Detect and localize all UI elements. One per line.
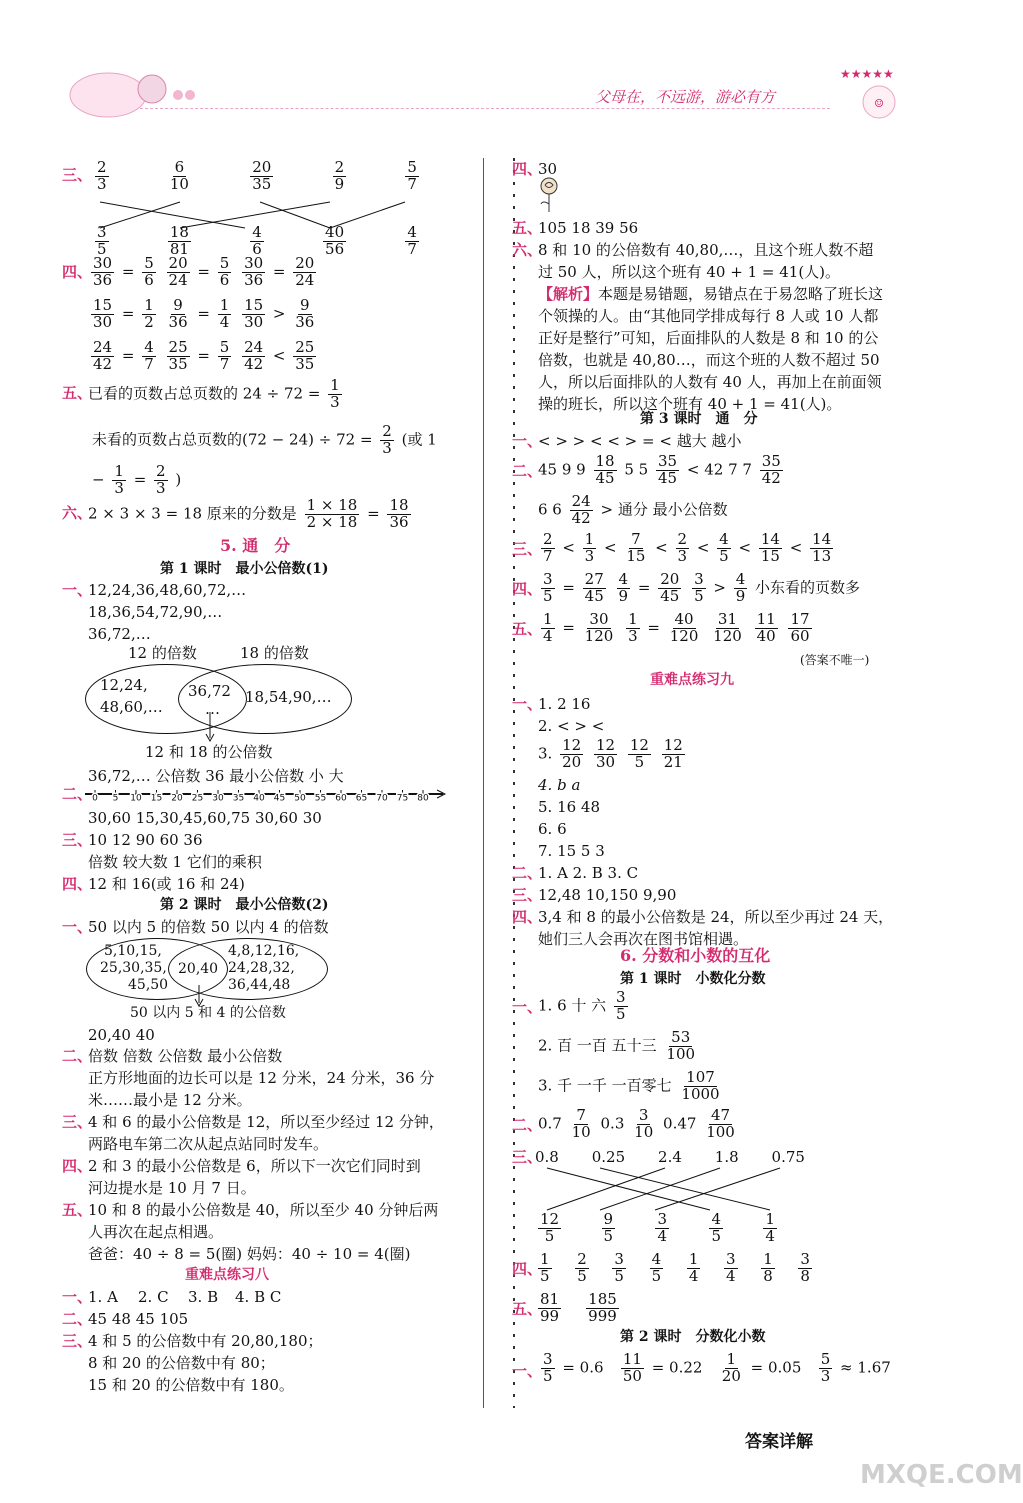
answer-text: 45 48 45 105: [88, 1310, 189, 1328]
question-number: 二、: [512, 1116, 543, 1134]
fraction: 4 6: [252, 223, 262, 258]
venn-label: 12 和 18 的公倍数: [145, 743, 273, 761]
answer-text: 米……最小是 12 分米。: [88, 1091, 252, 1109]
number-line-label: 55: [314, 793, 327, 804]
fraction: $\frac{185}{999}$: [588, 1290, 617, 1325]
lesson-title: 第 1 课时 最小公倍数(1): [160, 561, 329, 577]
match-top-row: [92, 160, 422, 193]
answer-text: 3,4 和 8 的最小公倍数是 24，所以至少再过 24 天，: [538, 908, 894, 926]
answer-text: 8 和 20 的公倍数中有 80；: [88, 1354, 275, 1372]
answer-text: 0.47: [663, 1114, 697, 1133]
fraction: $\frac{9}{36}$: [168, 296, 188, 331]
answer-text: 4 和 5 的公倍数中有 20,80,180；: [88, 1332, 323, 1350]
answer-text: 12,24,36,48,60,72,…: [88, 581, 247, 599]
question-number: 一、: [512, 432, 543, 450]
fraction: $\frac{2}{3}$: [677, 530, 688, 565]
question-number: 四、: [62, 263, 93, 281]
fraction: $\frac{27}{45}$: [584, 570, 604, 605]
arrow-down-icon: [204, 712, 216, 742]
question-number: 三、: [512, 1148, 543, 1166]
match-bottom-row: [92, 225, 422, 258]
answer-text: 36,72,… 公倍数 36 最小公倍数 小 大: [88, 767, 344, 785]
answer-text: 10 12 90 60 36: [88, 831, 203, 849]
answer-text: 正好是整行”可知，后面排队的人数是 8 和 10 的公: [538, 329, 879, 347]
number-line-label: 5: [112, 793, 119, 804]
fraction: 18 81: [169, 223, 189, 258]
question-number: 四、: [512, 580, 543, 598]
star-decoration-icon: ★★★★★: [840, 67, 894, 81]
fraction: $\frac{18}{36}$: [389, 496, 409, 531]
fraction: $\frac{15}{30}$: [244, 296, 264, 331]
question-number: 五、: [512, 1300, 543, 1318]
answer-text: 倍数，也就是 40,80…，而这个班的人数不超过 50: [538, 351, 880, 369]
venn-text: 48,60,…: [100, 698, 163, 716]
answer-text: 正方形地面的边长可以是 12 分米，24 分米，36 分: [88, 1069, 435, 1087]
fraction: $\frac{12}{30}$: [595, 736, 616, 771]
lesson-title: 第 2 课时 分数化小数: [620, 1329, 766, 1345]
answer-text: ): [175, 470, 182, 489]
answer-text: = 0.22: [651, 1358, 703, 1377]
answer-text: 人再次在起点相遇。: [88, 1223, 224, 1241]
answer-text: 爸爸：40 ÷ 8 = 5(圈) 妈妈：40 ÷ 10 = 4(圈): [88, 1245, 411, 1263]
question-number: 四、: [62, 875, 93, 893]
question-number: 四、: [512, 160, 543, 178]
number-line-label: 10: [130, 793, 142, 804]
fraction: $\frac{24}{42}$: [93, 338, 113, 373]
fraction: $\frac{31}{120}$: [713, 610, 742, 645]
answer-line: $\frac{1}{4}$ = $\frac{30}{120}$ $\frac{1}{3}$ = $\frac{40}{120}$ $\frac{31}{120}$ $\frac{11}{40}$ $\frac{17}{60}$: [543, 610, 810, 645]
question-number: 四、: [62, 1157, 93, 1175]
fraction: $\frac{1}{4}$: [219, 296, 230, 331]
answer-line: [88, 378, 345, 411]
answer-line: [538, 1030, 700, 1063]
answer-text: 4. b a: [538, 776, 581, 794]
question-number: 二、: [512, 864, 543, 882]
answer-text: (或 1: [401, 430, 437, 449]
fraction: $\frac{4}{5}$: [719, 530, 729, 565]
arrow-down-icon: [193, 985, 205, 1007]
fraction: 1 5: [540, 1250, 550, 1285]
fraction: $\frac{12}{5}$: [629, 736, 649, 771]
answer-line: [538, 1352, 891, 1385]
lesson-title: 第 1 课时 小数化分数: [620, 971, 766, 987]
fraction: $\frac{12}{20}$: [562, 736, 582, 771]
answer-line: [88, 498, 414, 531]
fraction: $\frac{15}{30}$: [93, 296, 113, 331]
compare-row: $\frac{30}{36}$ = $\frac{5}{6}$ $\frac{20}{24}$ = $\frac{5}{6}$ $\frac{30}{36}$ = $\frac{20}{24}$: [93, 254, 315, 289]
question-number: 一、: [62, 918, 93, 936]
number-line-label: 45: [273, 793, 286, 804]
analysis-tag: 【解析】: [538, 285, 599, 303]
fraction: $\frac{30}{36}$: [93, 254, 113, 289]
note-text: (答案不唯一): [800, 653, 870, 667]
question-number: 一、: [512, 998, 543, 1016]
fraction: $\frac{3}{5}$: [615, 988, 626, 1023]
answer-line: [535, 1292, 622, 1325]
number-line-label: 70: [376, 793, 388, 804]
fraction: $\frac{18}{45}$: [595, 452, 615, 487]
number-line-label: 75: [396, 793, 409, 804]
fraction: $\frac{9}{36}$: [295, 296, 315, 331]
answer-text: =: [133, 470, 147, 489]
header-slogan: 父母在，不远游，游必有方: [595, 88, 776, 106]
fraction: $\frac{30}{120}$: [584, 610, 614, 645]
fraction: 4 5: [651, 1250, 662, 1285]
venn-text: 12,24,: [100, 676, 148, 694]
answer-text: 操的班长，所以这个班有 40 + 1 = 41(人)。: [538, 395, 842, 413]
answer-text: 18,36,54,72,90,…: [88, 603, 223, 621]
fraction: $\frac{5}{6}$: [144, 254, 154, 289]
answer-text: 她们三人会再次在图书馆相遇。: [538, 930, 749, 948]
unit-title: 6. 分数和小数的互化: [620, 946, 771, 965]
question-number: 六、: [62, 504, 93, 522]
answer-text: < 42 7 7: [686, 460, 752, 479]
question-number: 一、: [512, 695, 543, 713]
answer-text: −: [92, 470, 105, 489]
answer-text: 1. 2 16: [538, 695, 591, 713]
fraction: $\frac{12}{21}$: [663, 736, 683, 771]
question-number: 四、: [512, 908, 543, 926]
header-divider: [140, 108, 830, 109]
venn-text: 36,44,48: [228, 977, 291, 993]
fraction: $\frac{3}{10}$: [634, 1106, 654, 1141]
question-number: 一、: [512, 1362, 543, 1380]
fraction: $\frac{81}{99}$: [540, 1290, 560, 1325]
answer-text: < > > < < > = < 越大 越小: [538, 432, 742, 450]
column-divider: [483, 158, 484, 1408]
answer-text: 30,60 15,30,45,60,75 30,60 30: [88, 809, 322, 827]
fraction: $\frac{11}{40}$: [756, 610, 776, 645]
answer-text: 4 和 6 的最小公倍数是 12，所以至少经过 12 分钟，: [88, 1113, 444, 1131]
svg-text:☺: ☺: [874, 97, 884, 110]
venn-text: 5,10,15,: [104, 943, 162, 959]
compare-row: $\frac{15}{30}$ = $\frac{1}{2}$ $\frac{9}{36}$ = $\frac{1}{4}$ $\frac{15}{30}$ > $\frac{9}{36}$: [93, 296, 315, 331]
question-number: 五、: [62, 384, 93, 402]
answer-text: 2 和 3 的最小公倍数是 6，所以下一次它们同时到: [88, 1157, 421, 1175]
answer-text: 0.3: [600, 1114, 625, 1133]
fraction: $\frac{24}{42}$: [571, 492, 591, 527]
fraction: 2 5: [577, 1250, 587, 1285]
cartoon-logo-icon: [60, 65, 200, 120]
divider-dots-icon: [510, 158, 518, 1408]
venn-text: …: [205, 700, 220, 718]
number-line-label: 0: [92, 793, 98, 804]
fraction: $\frac{14}{15}$: [760, 530, 780, 565]
fraction: 9 5: [603, 1210, 614, 1245]
fraction: $\frac{25}{35}$: [168, 338, 188, 373]
fraction: 3 5: [97, 223, 107, 258]
venn-label: 12 的倍数: [128, 644, 197, 662]
question-number: 五、: [512, 620, 543, 638]
question-number: 五、: [512, 219, 543, 237]
answer-text: ≈ 1.67: [840, 1358, 891, 1377]
fraction: $\frac{4}{9}$: [735, 570, 746, 605]
fraction: $\frac{3}{5}$: [543, 1350, 553, 1385]
fraction: $\frac{2}{3}$: [382, 422, 392, 457]
fraction: $\frac{5}{7}$: [219, 338, 230, 373]
number-line-label: 50: [294, 793, 306, 804]
number-line-label: 80: [417, 793, 429, 804]
fraction: $\frac{4}{9}$: [618, 570, 629, 605]
match-value: 0.25: [591, 1148, 626, 1166]
answer-text: 人，所以后面排队的人数有 40 人，再加上在前面领: [538, 373, 882, 391]
match-bottom-row: [535, 1212, 780, 1245]
match-top-row: [535, 1150, 805, 1165]
fraction: 4 7: [407, 223, 417, 258]
analysis-line: [538, 287, 883, 302]
section-title: 重难点练习九: [650, 672, 734, 688]
fraction: $\frac{5}{6}$: [219, 254, 230, 289]
venn-text: 18,54,90,…: [245, 688, 332, 706]
answer-text: 倍数 较大数 1 它们的乘积: [88, 853, 262, 871]
question-number: 三、: [62, 1113, 93, 1131]
answer-line: [538, 990, 631, 1023]
number-line-label: 30: [212, 793, 224, 804]
venn-text: 20,40: [178, 961, 219, 977]
answer-line: [538, 494, 728, 527]
fraction: $\frac{35}{45}$: [658, 452, 678, 487]
question-number: 三、: [512, 540, 543, 558]
fraction: 12 5: [540, 1210, 560, 1245]
fraction: 20 35: [252, 158, 272, 193]
answer-line: [92, 424, 437, 457]
fraction: 3 4: [657, 1210, 668, 1245]
answer-text: 7. 15 5 3: [538, 842, 605, 860]
fraction: $\frac{20}{24}$: [168, 254, 188, 289]
answer-text: 1. 6 十 六: [538, 996, 607, 1015]
fraction: 6 10: [169, 158, 189, 193]
flower-icon: [537, 176, 561, 214]
answer-text: 2 × 3 × 3 = 18 原来的分数是: [88, 504, 297, 523]
answer-text: 3. 千 一千 一百零七: [538, 1076, 672, 1095]
fraction: $\frac{1}{3}$: [584, 530, 595, 565]
venn-text: 24,28,32,: [228, 960, 295, 976]
answer-text: 20,40 40: [88, 1026, 155, 1044]
number-line-label: 60: [335, 793, 347, 804]
question-number: 二、: [512, 462, 543, 480]
section-title: 重难点练习八: [185, 1267, 269, 1283]
fraction: $\frac{11}{50}$: [622, 1350, 642, 1385]
answer-text: 36,72,…: [88, 625, 151, 643]
lesson-title: 第 3 课时 通 分: [640, 411, 758, 427]
answer-text: 河边提水是 10 月 7 日。: [88, 1179, 256, 1197]
number-line: [85, 784, 450, 810]
question-number: 三、: [62, 831, 93, 849]
question-number: 一、: [62, 1288, 93, 1306]
fraction: $\frac{4}{7}$: [144, 338, 154, 373]
fraction: 3 5: [614, 1250, 624, 1285]
answer-text: 15 和 20 的公倍数中有 180。: [88, 1376, 294, 1394]
header-decoration: [60, 65, 200, 120]
answer-text: 两路电车第二次从起点站同时发车。: [88, 1135, 329, 1153]
question-number: 二、: [62, 785, 93, 803]
fraction: 1 4: [765, 1210, 775, 1245]
answer-text: 30: [538, 160, 558, 178]
answer-text: 4. B C: [235, 1288, 282, 1306]
fraction: 4 5: [711, 1210, 721, 1245]
fraction: $\frac{1}{2}$: [144, 296, 154, 331]
fraction: $\frac{2}{3}$: [156, 462, 166, 497]
answer-text: 3. B: [188, 1288, 219, 1306]
answer-text: 本题是易错题，易错点在于易忽略了班长这: [598, 285, 884, 303]
fraction: 1 4: [688, 1250, 699, 1285]
answer-line: [535, 1252, 815, 1285]
venn-label: 50 以内 5 和 4 的公倍数: [130, 1005, 286, 1021]
match-value: 0.8: [535, 1148, 559, 1166]
answer-text: 倍数 倍数 公倍数 最小公倍数: [88, 1047, 283, 1065]
answer-text: 6 6: [538, 500, 562, 519]
answer-text: 8 和 10 的公倍数有 40,80,…，且这个班人数不超: [538, 241, 874, 259]
answer-text: 5 5: [624, 460, 649, 479]
fraction: $\frac{1}{3}$: [114, 462, 124, 497]
answer-text: 2. < > <: [538, 717, 605, 735]
number-line-label: 35: [232, 793, 245, 804]
fraction: 40 56: [325, 223, 345, 258]
fraction: $\frac{24}{42}$: [244, 338, 264, 373]
fraction: $\frac{47}{100}$: [706, 1106, 735, 1141]
answer-text: 105 18 39 56: [538, 219, 639, 237]
venn-text: 45,50: [128, 977, 169, 993]
number-line-label: 40: [253, 793, 265, 804]
fraction: $\frac{2}{7}$: [543, 530, 553, 565]
fraction: $\frac{17}{60}$: [790, 610, 810, 645]
answer-text: = 0.6: [562, 1358, 604, 1377]
unit-title: 5. 通 分: [220, 536, 291, 555]
fraction: 2 3: [97, 158, 107, 193]
fraction: $\frac{1}{3}$: [628, 610, 638, 645]
answer-line: [538, 1108, 740, 1141]
venn-text: 25,30,35,: [100, 960, 167, 976]
answer-text: 5. 16 48: [538, 798, 601, 816]
fraction: $\frac{7}{15}$: [626, 530, 646, 565]
answer-text: 2. C: [138, 1288, 169, 1306]
number-line-label: 65: [355, 793, 368, 804]
answer-text: 12 和 16(或 16 和 24): [88, 875, 245, 893]
match-value: 0.75: [771, 1148, 805, 1166]
fraction: 5 7: [407, 158, 417, 193]
venn-label: 18 的倍数: [240, 644, 309, 662]
answer-text: 个领操的人。由“其他同学排成每行 8 人或 10 人都: [538, 307, 879, 325]
answer-text: =: [367, 504, 380, 523]
number-line-label: 20: [171, 793, 183, 804]
answer-text: 1. A: [88, 1288, 118, 1306]
match-value: 2.4: [658, 1148, 682, 1166]
number-line-label: 15: [150, 793, 163, 804]
answer-text: 3.: [538, 744, 553, 763]
lesson-title: 第 2 课时 最小公倍数(2): [160, 897, 329, 913]
question-number: 六、: [512, 241, 543, 259]
fraction: $\frac{1}{4}$: [543, 610, 553, 645]
answer-text: 过 50 人，所以这个班有 40 + 1 = 41(人)。: [538, 263, 841, 281]
question-number: 二、: [62, 1310, 93, 1328]
fraction: $\frac{1 \times 18}{2 \times 18}$: [306, 496, 358, 531]
match-value: 1.8: [714, 1148, 739, 1166]
match-lines: [535, 1166, 805, 1212]
answer-line: [92, 464, 181, 497]
fraction: $\frac{3}{5}$: [694, 570, 704, 605]
answer-text: 45 9 9: [538, 460, 586, 479]
answer-text: 12,48 10,150 9,90: [538, 886, 677, 904]
answer-line: $\frac{3}{5}$ = $\frac{27}{45}$ $\frac{4}{9}$ = $\frac{20}{45}$ $\frac{3}{5}$ > $\frac{4}{9}$ 小东看的页数多: [543, 570, 861, 605]
venn-text: 4,8,12,16,: [228, 943, 300, 959]
fraction: $\frac{40}{120}$: [669, 610, 699, 645]
fraction: $\frac{35}{42}$: [761, 452, 781, 487]
watermark: MXQE.COM: [860, 1460, 1023, 1490]
answer-line: [538, 454, 786, 487]
compare-row: $\frac{24}{42}$ = $\frac{4}{7}$ $\frac{25}{35}$ = $\frac{5}{7}$ $\frac{24}{42}$ < $\frac{25}{35}$: [93, 338, 315, 373]
question-number: 一、: [62, 581, 93, 599]
answer-line: [538, 738, 688, 771]
question-number: 三、: [512, 886, 543, 904]
fraction: $\frac{7}{10}$: [571, 1106, 591, 1141]
fraction: $\frac{5}{3}$: [820, 1350, 831, 1385]
answer-text: 10 和 8 的最小公倍数是 40，所以至少 40 分钟后两: [88, 1201, 439, 1219]
answer-text: 6. 6: [538, 820, 567, 838]
fraction: $\frac{25}{35}$: [295, 338, 315, 373]
answer-text: 2. 百 一百 五十三: [538, 1036, 657, 1055]
fraction: $\frac{14}{13}$: [812, 530, 832, 565]
answer-text: 未看的页数占总页数的(72 − 24) ÷ 72 =: [92, 430, 373, 449]
answer-line: [538, 1070, 725, 1103]
answer-line: $\frac{2}{7}$ < $\frac{1}{3}$ < $\frac{7}{15}$ < $\frac{2}{3}$ < $\frac{4}{5}$ < $\frac{14}{15}$ < $\frac{14}{13}$: [543, 530, 832, 565]
fraction: 2 9: [334, 158, 345, 193]
fraction: $\frac{20}{24}$: [295, 254, 315, 289]
fraction: 3 8: [800, 1250, 810, 1285]
fraction: $\frac{20}{45}$: [660, 570, 680, 605]
answer-text: 0.7: [538, 1114, 562, 1133]
answer-text: 50 以内 5 的倍数 50 以内 4 的倍数: [88, 918, 329, 936]
fraction: $\frac{3}{5}$: [543, 570, 553, 605]
question-number: 五、: [62, 1201, 93, 1219]
question-number: 四、: [512, 1260, 543, 1278]
number-line-label: 25: [191, 793, 204, 804]
fraction: $\frac{30}{36}$: [244, 254, 264, 289]
mascot-icon: [855, 80, 903, 135]
question-number: 二、: [62, 1047, 93, 1065]
answer-text: 1. A 2. B 3. C: [538, 864, 639, 882]
fraction: $\frac{107}{1000}$: [681, 1068, 720, 1103]
answer-text: 已看的页数占总页数的 24 ÷ 72 =: [88, 384, 321, 403]
fraction: 1 8: [763, 1250, 773, 1285]
answer-text: = 0.05: [750, 1358, 802, 1377]
fraction: $\frac{1}{20}$: [721, 1350, 741, 1385]
footer-label: 答案详解: [745, 1432, 813, 1452]
answer-text: 小东看的页数多: [755, 578, 861, 597]
fraction: 3 4: [726, 1250, 736, 1285]
question-number: 三、: [62, 1332, 93, 1350]
fraction: $\frac{1}{3}$: [330, 376, 340, 411]
question-number: 三、: [62, 166, 93, 184]
venn-text: 36,72: [188, 682, 231, 700]
answer-text: > 通分 最小公倍数: [600, 500, 728, 519]
fraction: $\frac{53}{100}$: [666, 1028, 696, 1063]
